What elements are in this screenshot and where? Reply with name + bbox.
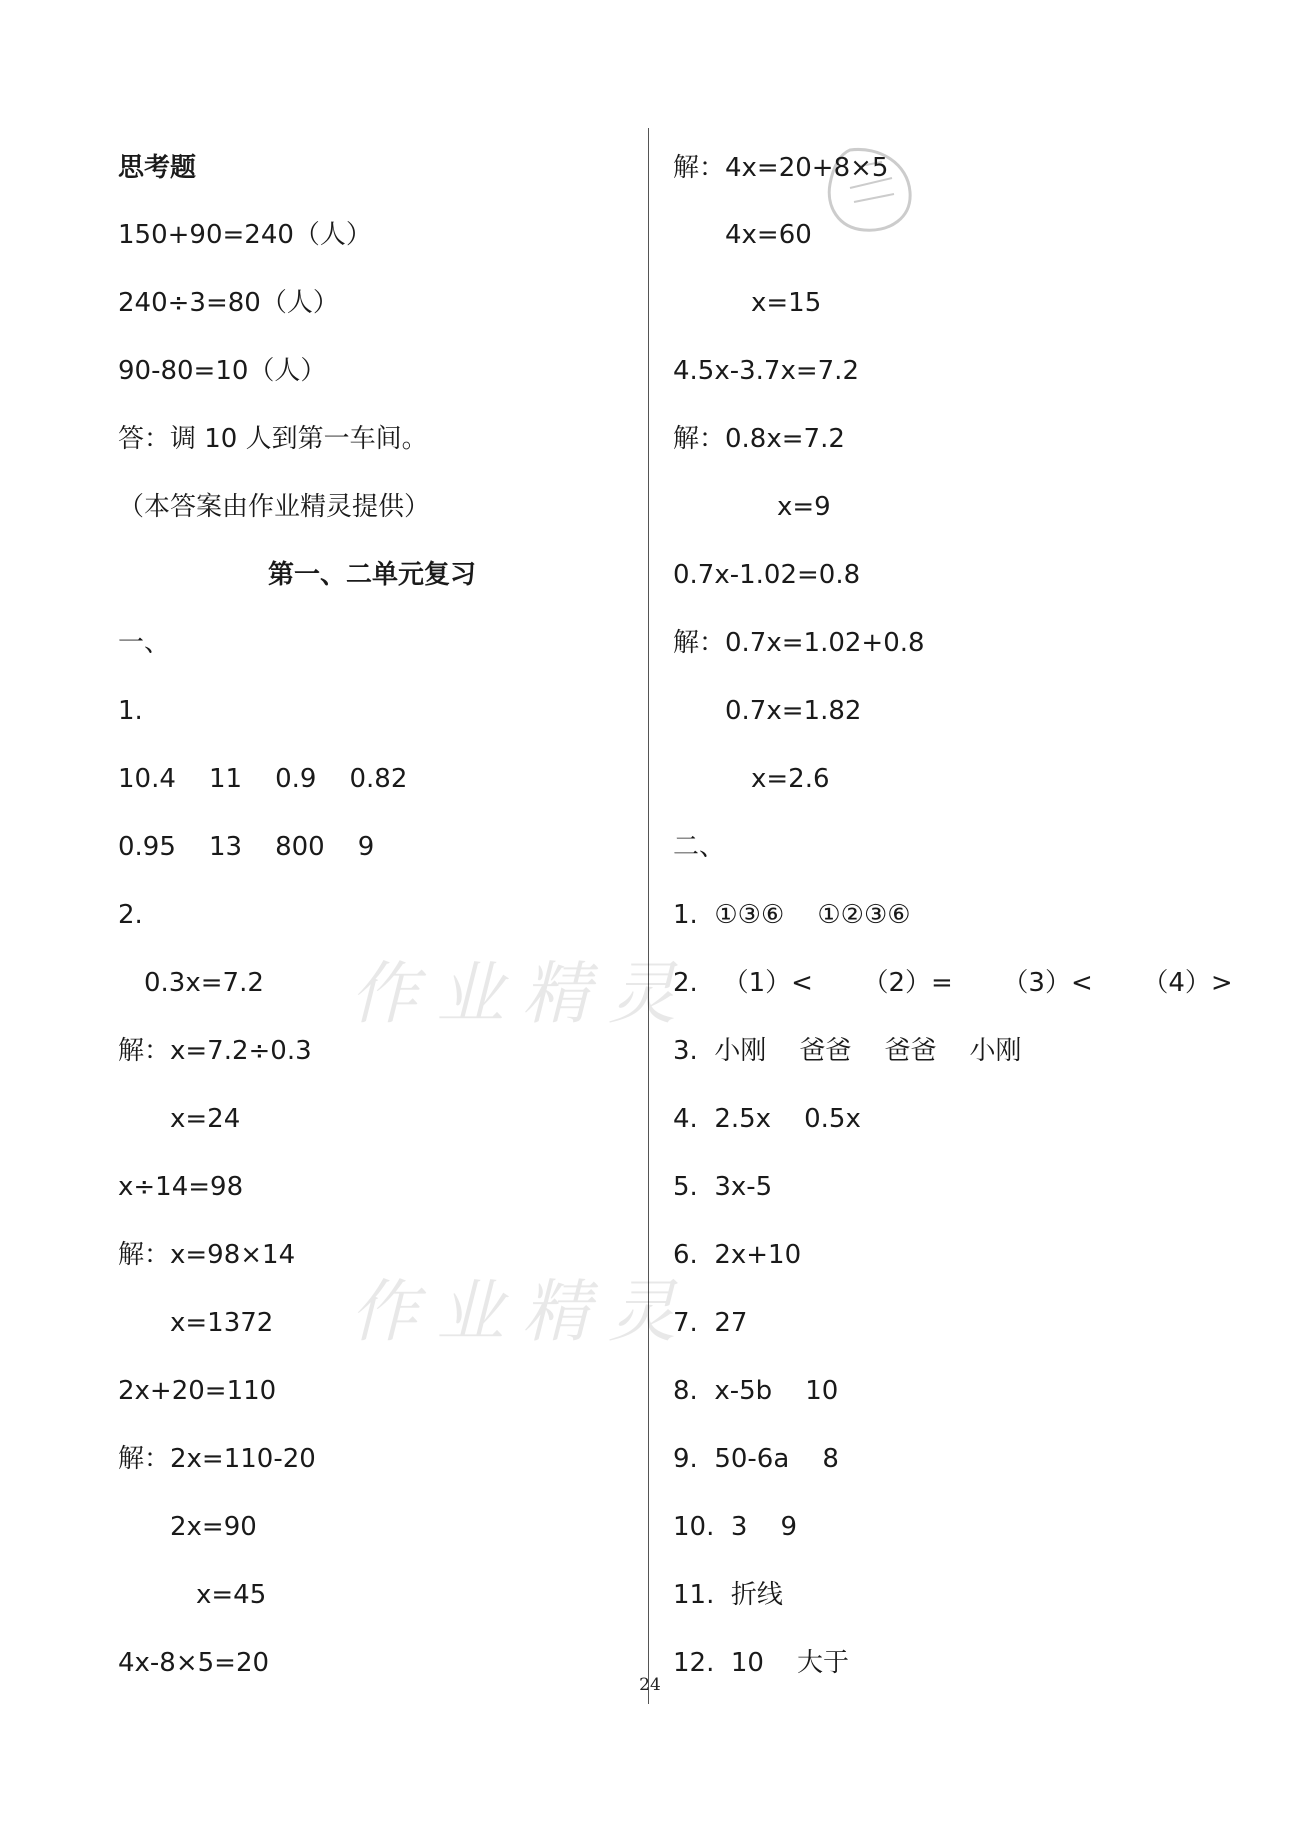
answer-line: 5. 3x-5 xyxy=(673,1172,773,1202)
answer-line: 1. ①③⑥ ①②③⑥ xyxy=(673,900,911,930)
page-number: 24 xyxy=(639,1675,661,1695)
solution-line: 解：x=7.2÷0.3 xyxy=(118,1036,312,1066)
answer-line: 3. 小刚 爸爸 爸爸 小刚 xyxy=(673,1036,1022,1066)
solution-line: x=45 xyxy=(196,1580,267,1610)
solution-line: 解：4x=20+8×5 xyxy=(673,153,889,183)
equation-line: 2x+20=110 xyxy=(118,1376,277,1406)
solution-line: 0.7x=1.82 xyxy=(725,696,862,726)
answer-line: 7. 27 xyxy=(673,1308,748,1338)
column-divider xyxy=(648,128,649,1704)
watermark-1: 作业精灵 xyxy=(350,955,695,1034)
equation-line: 0.7x-1.02=0.8 xyxy=(673,560,861,590)
solution-line: 2x=90 xyxy=(170,1512,257,1542)
answer-line: 11. 折线 xyxy=(673,1580,783,1610)
section-title-review: 第一、二单元复习 xyxy=(268,560,477,590)
answer-line: 10. 3 9 xyxy=(673,1512,798,1542)
answer-line: 6. 2x+10 xyxy=(673,1240,802,1270)
solution-line: 解：0.8x=7.2 xyxy=(673,424,845,454)
source-note: （本答案由作业精灵提供） xyxy=(118,492,431,522)
answer-line: 4. 2.5x 0.5x xyxy=(673,1104,861,1134)
part-heading: 二、 xyxy=(673,832,726,862)
calc-line: 90-80=10（人） xyxy=(118,356,327,386)
solution-line: 解：0.7x=1.02+0.8 xyxy=(673,628,925,658)
answer-line: 答：调 10 人到第一车间。 xyxy=(118,424,428,454)
answer-line: 9. 50-6a 8 xyxy=(673,1444,839,1474)
answer-line: 8. x-5b 10 xyxy=(673,1376,839,1406)
question-number: 1. xyxy=(118,696,143,726)
equation-line: 4.5x-3.7x=7.2 xyxy=(673,356,859,386)
solution-line: 4x=60 xyxy=(725,220,812,250)
solution-line: x=2.6 xyxy=(751,764,830,794)
answer-line: 12. 10 大于 xyxy=(673,1648,850,1678)
calc-line: 240÷3=80（人） xyxy=(118,288,339,318)
calc-line: 150+90=240（人） xyxy=(118,220,372,250)
question-number: 2. xyxy=(118,900,143,930)
answer-line: 2. （1）< （2）= （3）< （4）> xyxy=(673,968,1233,998)
answer-line: 10.4 11 0.9 0.82 xyxy=(118,764,408,794)
watermark-2: 作业精灵 xyxy=(350,1273,695,1352)
solution-line: x=9 xyxy=(777,492,831,522)
part-heading: 一、 xyxy=(118,628,171,658)
solution-line: x=1372 xyxy=(170,1308,274,1338)
equation-line: 4x-8×5=20 xyxy=(118,1648,270,1678)
solution-line: x=24 xyxy=(170,1104,241,1134)
solution-line: 解：x=98×14 xyxy=(118,1240,296,1270)
answer-line: 0.95 13 800 9 xyxy=(118,832,375,862)
solution-line: 解：2x=110-20 xyxy=(118,1444,316,1474)
section-title-thinking: 思考题 xyxy=(118,153,197,183)
solution-line: x=15 xyxy=(751,288,822,318)
equation-line: x÷14=98 xyxy=(118,1172,244,1202)
equation-line: 0.3x=7.2 xyxy=(144,968,264,998)
